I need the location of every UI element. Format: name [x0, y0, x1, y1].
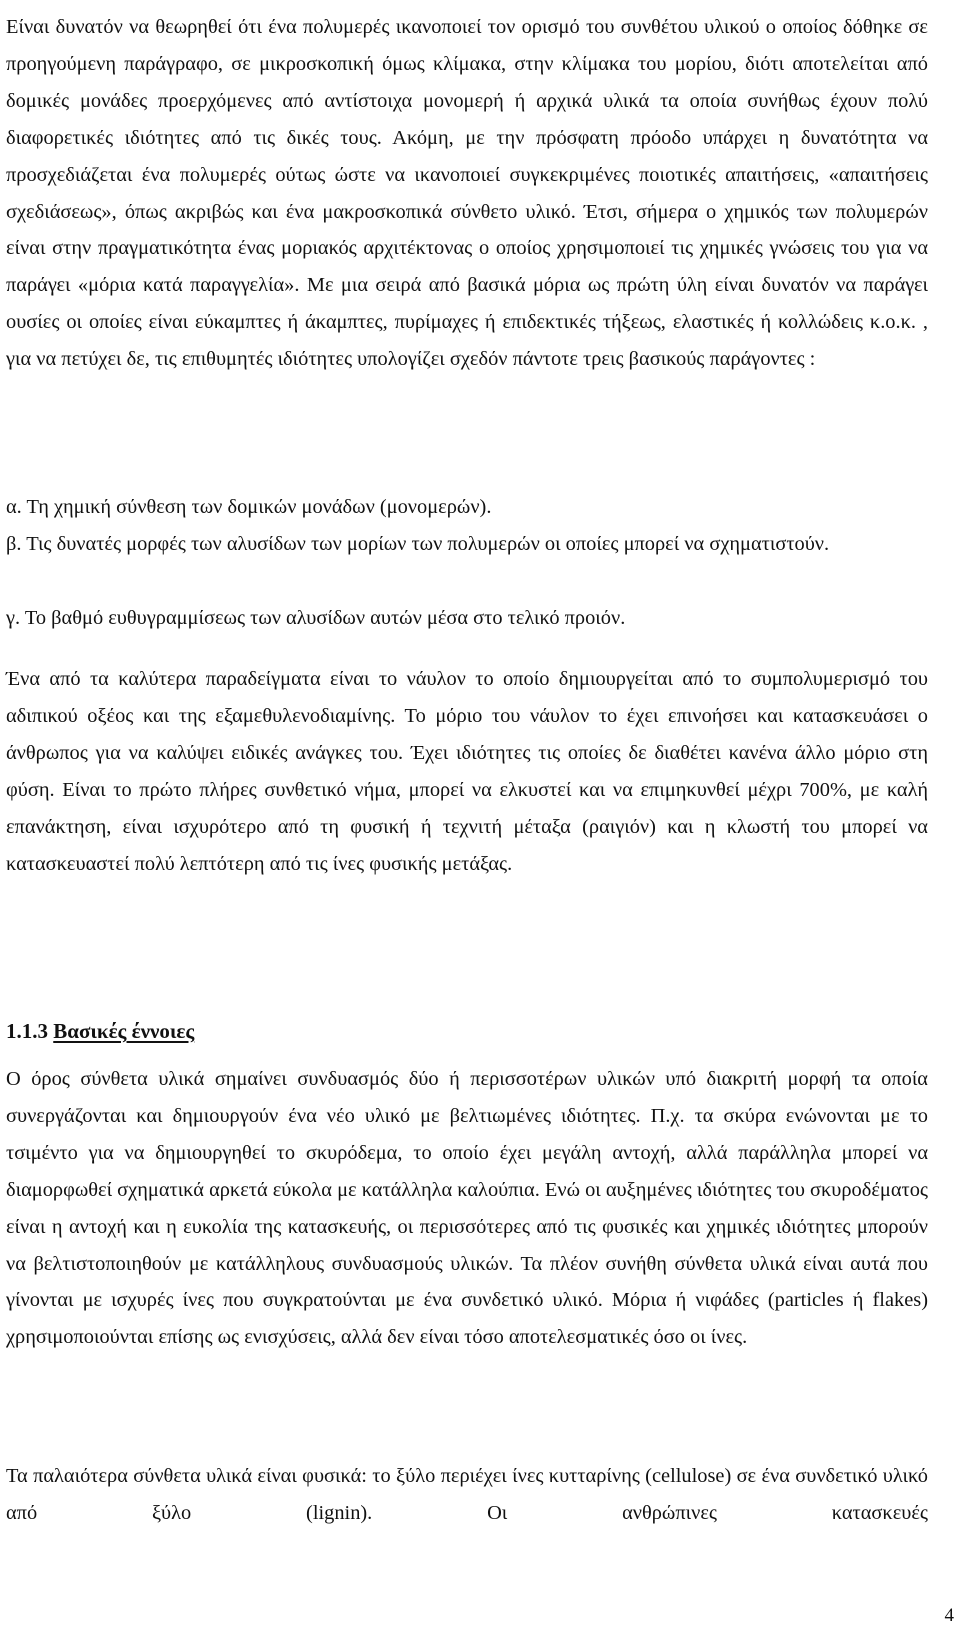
section-heading [6, 1013, 194, 1050]
list-item-b: β. Τις δυνατές μορφές των αλυσίδων των μορίων των πολυμερών οι οποίες μπορεί να σχηματιστούν. [6, 533, 830, 555]
paragraph-composite-definition: Ο όρος σύνθετα υλικά σημαίνει συνδυασμός δύο ή περισσοτέρων υλικών υπό διακριτή μορφή τα οποία συνεργάζονται και δημιουργούν ένα νέο υλικό με βελτιωμένες ιδιότητες. Π.χ. τα σκύρα ενώνονται με το τσιμέντο για να δημιουργηθεί το σκυρόδεμα, το οποίο έχει μεγάλη αντοχή, αλλά παράλληλα μπορεί να διαμορφωθεί σχηματικά αρκετά εύκολα με κατάλληλα καλούπια. Ενώ οι αυξημένες ιδιότητες του σκυροδέματος είναι η αντοχή και η ευκολία της κατασκευής, οι περισσότερες από τις φυσικές και χημικές ιδιότητες μπορούν να βελτιστοποιηθούν με κατάλληλους συνδυασμούς υλικών. Τα πλέον συνήθη σύνθετα υλικά είναι αυτά που γίνονται με ισχυρές ίνες που συγκρατούνται με ένα συνδετικό υλικό. Μόρια ή νιφάδες (particles ή flakes) χρησιμοποιούνται επίσης ως ενισχύσεις, αλλά δεν είναι τόσο αποτελεσματικές όσο οι ίνες. [6, 1068, 928, 1349]
section-title: Βασικές έννοιες [53, 1019, 195, 1043]
list-item-a: α. Τη χημική σύνθεση των δομικών μονάδων (μονομερών). [6, 496, 492, 518]
section-number: 1.1.3 [6, 1019, 48, 1043]
paragraph-natural-composites: Τα παλαιότερα σύνθετα υλικά είναι φυσικά: το ξύλο περιέχει ίνες κυτταρίνης (cellulose) σε ένα συνδετικό υλικό από ξύλο (lignin). Οι ανθρώπινες κατασκευές [6, 1465, 928, 1524]
list-item-c: γ. Το βαθμό ευθυγραμμίσεως των αλυσίδων αυτών μέσα στο τελικό προιόν. [6, 607, 626, 629]
paragraph-nylon: Ένα από τα καλύτερα παραδείγματα είναι το νάυλον το οποίο δημιουργείται από το συμπολυμερισμό του αδιπικού οξέος και της εξαμεθυλενοδιαμίνης. Το μόριο του νάυλον το έχει επινοήσει και κατασκευάσει ο άνθρωπος για να καλύψει ειδικές ανάγκες του. Έχει ιδιότητες τις οποίες δε διαθέτει κανένα άλλο μόριο στη φύση. Είναι το πρώτο πλήρες συνθετικό νήμα, μπορεί να ελκυστεί και να επιμηκυνθεί μέχρι 700%, με καλή επανάκτηση, είναι ισχυρότερο από τη φυσική ή τεχνιτή μέταξα (ραιγιόν) και η κλωστή του μπορεί να κατασκευαστεί πολύ λεπτότερη από τις ίνες φυσικής μετάξας. [6, 668, 928, 875]
page-number: 4 [944, 1605, 954, 1626]
paragraph-polymer-composite: Είναι δυνατόν να θεωρηθεί ότι ένα πολυμερές ικανοποιεί τον ορισμό του συνθέτου υλικού ο οποίος δόθηκε σε προηγούμενη παράγραφο, σε μικροσκοπική όμως κλίμακα, στην κλίμακα του μορίου, διότι αποτελείται από δομικές μονάδες προερχόμενες από αντίστοιχα μονομερή ή αρχικά υλικά τα οποία συνήθως έχουν πολύ διαφορετικές ιδιότητες από τις δικές τους. Ακόμη, με την πρόσφατη πρόοδο υπάρχει η δυνατότητα να προσχεδιάζεται ένα πολυμερές ούτως ώστε να ικανοποιεί συγκεκριμένες ποιοτικές απαιτήσεις, «απαιτήσεις σχεδιάσεως», όπως ακριβώς και ένα μακροσκοπικά σύνθετο υλικό. Έτσι, σήμερα ο χημικός των πολυμερών είναι στην πραγματικότητα ένας μοριακός αρχιτέκτονας ο οποίος χρησιμοποιεί τις χημικές γνώσεις του για να παράγει «μόρια κατά παραγγελία». Με μια σειρά από βασικά μόρια ως πρώτη ύλη είναι δυνατόν να παράγει ουσίες οι οποίες είναι εύκαμπτες ή άκαμπτες, πυρίμαχες ή επιδεκτικές τήξεως, ελαστικές ή κολλώδεις κ.ο.κ. , για να πετύχει δε, τις επιθυμητές ιδιότητες υπολογίζει σχεδόν πάντοτε τρεις βασικούς παράγοντες : [6, 16, 928, 371]
